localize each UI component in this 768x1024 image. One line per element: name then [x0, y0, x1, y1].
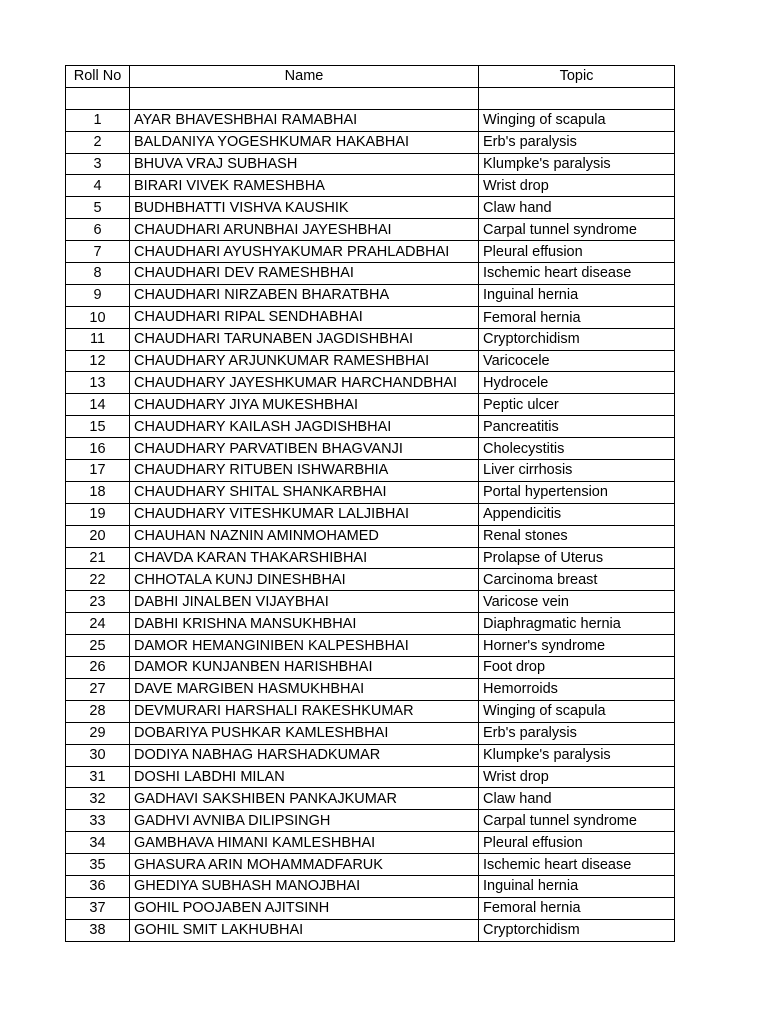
name-cell: GHEDIYA SUBHASH MANOJBHAI	[130, 875, 479, 897]
roll-no-cell: 16	[66, 438, 130, 460]
name-cell: CHAUDHARY KAILASH JAGDISHBHAI	[130, 416, 479, 438]
roll-no-cell: 24	[66, 613, 130, 635]
topic-cell: Wrist drop	[479, 175, 675, 197]
table-row	[66, 919, 675, 941]
name-cell: DAVE MARGIBEN HASMUKHBHAI	[130, 678, 479, 700]
table-row	[66, 591, 675, 613]
name-cell: CHAUDHARY RITUBEN ISHWARBHIA	[130, 460, 479, 482]
roll-topic-table	[65, 65, 675, 942]
name-cell: DAMOR KUNJANBEN HARISHBHAI	[130, 657, 479, 679]
table-row	[66, 832, 675, 854]
topic-cell: Appendicitis	[479, 503, 675, 525]
roll-no-cell: 19	[66, 503, 130, 525]
topic-cell: Liver cirrhosis	[479, 460, 675, 482]
table-row	[66, 153, 675, 175]
topic-cell: Cryptorchidism	[479, 328, 675, 350]
roll-no-cell: 20	[66, 525, 130, 547]
table-row	[66, 438, 675, 460]
table-row	[66, 744, 675, 766]
name-cell: DEVMURARI HARSHALI RAKESHKUMAR	[130, 700, 479, 722]
roll-no-cell: 37	[66, 897, 130, 919]
table-row	[66, 875, 675, 897]
roll-no-cell: 11	[66, 328, 130, 350]
header-roll-no: Roll No	[66, 66, 130, 88]
table-row	[66, 635, 675, 657]
topic-cell: Horner's syndrome	[479, 635, 675, 657]
topic-cell: Inguinal hernia	[479, 284, 675, 306]
table-row	[66, 525, 675, 547]
table-row	[66, 328, 675, 350]
name-cell: DOSHI LABDHI MILAN	[130, 766, 479, 788]
name-cell: CHAUDHARI ARUNBHAI JAYESHBHAI	[130, 219, 479, 241]
topic-cell: Varicocele	[479, 350, 675, 372]
name-cell: CHAUDHARY ARJUNKUMAR RAMESHBHAI	[130, 350, 479, 372]
table-row	[66, 766, 675, 788]
name-cell: CHHOTALA KUNJ DINESHBHAI	[130, 569, 479, 591]
name-cell: AYAR BHAVESHBHAI RAMABHAI	[130, 109, 479, 131]
name-cell: CHAUDHARI NIRZABEN BHARATBHA	[130, 284, 479, 306]
name-cell: CHAUDHARI TARUNABEN JAGDISHBHAI	[130, 328, 479, 350]
topic-cell: Claw hand	[479, 788, 675, 810]
table-row	[66, 657, 675, 679]
name-cell: GADHVI AVNIBA DILIPSINGH	[130, 810, 479, 832]
roll-no-cell: 6	[66, 219, 130, 241]
blank-cell	[66, 87, 130, 109]
header-row	[66, 66, 675, 88]
roll-no-cell: 1	[66, 109, 130, 131]
roll-no-cell: 10	[66, 306, 130, 328]
table-row	[66, 372, 675, 394]
roll-no-cell: 13	[66, 372, 130, 394]
name-cell: CHAUDHARY VITESHKUMAR LALJIBHAI	[130, 503, 479, 525]
header-topic: Topic	[479, 66, 675, 88]
name-cell: BALDANIYA YOGESHKUMAR HAKABHAI	[130, 131, 479, 153]
table-row	[66, 350, 675, 372]
roll-no-cell: 38	[66, 919, 130, 941]
roll-no-cell: 4	[66, 175, 130, 197]
roll-no-cell: 2	[66, 131, 130, 153]
table-row	[66, 241, 675, 263]
name-cell: DOBARIYA PUSHKAR KAMLESHBHAI	[130, 722, 479, 744]
topic-cell: Ischemic heart disease	[479, 854, 675, 876]
roll-no-cell: 22	[66, 569, 130, 591]
blank-row	[66, 87, 675, 109]
table-row	[66, 306, 675, 328]
roll-no-cell: 27	[66, 678, 130, 700]
topic-cell: Varicose vein	[479, 591, 675, 613]
table-row	[66, 263, 675, 285]
blank-cell	[130, 87, 479, 109]
table-row	[66, 284, 675, 306]
topic-cell: Wrist drop	[479, 766, 675, 788]
table-row	[66, 547, 675, 569]
header-name: Name	[130, 66, 479, 88]
name-cell: CHAUDHARY PARVATIBEN BHAGVANJI	[130, 438, 479, 460]
roll-no-cell: 5	[66, 197, 130, 219]
roll-no-cell: 17	[66, 460, 130, 482]
roll-no-cell: 3	[66, 153, 130, 175]
roll-no-cell: 30	[66, 744, 130, 766]
name-cell: CHAVDA KARAN THAKARSHIBHAI	[130, 547, 479, 569]
table-row	[66, 175, 675, 197]
topic-cell: Carcinoma breast	[479, 569, 675, 591]
roll-no-cell: 33	[66, 810, 130, 832]
topic-cell: Peptic ulcer	[479, 394, 675, 416]
topic-cell: Klumpke's paralysis	[479, 744, 675, 766]
name-cell: GOHIL POOJABEN AJITSINH	[130, 897, 479, 919]
topic-cell: Diaphragmatic hernia	[479, 613, 675, 635]
roll-no-cell: 35	[66, 854, 130, 876]
topic-cell: Erb's paralysis	[479, 131, 675, 153]
table-row	[66, 219, 675, 241]
table-row	[66, 810, 675, 832]
roll-no-cell: 15	[66, 416, 130, 438]
topic-cell: Prolapse of Uterus	[479, 547, 675, 569]
name-cell: CHAUDHARI DEV RAMESHBHAI	[130, 263, 479, 285]
roll-no-cell: 8	[66, 263, 130, 285]
table-row	[66, 788, 675, 810]
name-cell: GAMBHAVA HIMANI KAMLESHBHAI	[130, 832, 479, 854]
name-cell: BUDHBHATTI VISHVA KAUSHIK	[130, 197, 479, 219]
name-cell: CHAUDHARI RIPAL SENDHABHAI	[130, 306, 479, 328]
name-cell: DABHI KRISHNA MANSUKHBHAI	[130, 613, 479, 635]
table-row	[66, 678, 675, 700]
topic-cell: Femoral hernia	[479, 897, 675, 919]
roll-no-cell: 25	[66, 635, 130, 657]
roll-no-cell: 29	[66, 722, 130, 744]
roll-no-cell: 34	[66, 832, 130, 854]
topic-cell: Pleural effusion	[479, 241, 675, 263]
topic-cell: Femoral hernia	[479, 306, 675, 328]
roll-no-cell: 28	[66, 700, 130, 722]
name-cell: CHAUDHARY JIYA MUKESHBHAI	[130, 394, 479, 416]
name-cell: CHAUDHARI AYUSHYAKUMAR PRAHLADBHAI	[130, 241, 479, 263]
topic-cell: Cholecystitis	[479, 438, 675, 460]
table-row	[66, 394, 675, 416]
topic-cell: Winging of scapula	[479, 700, 675, 722]
table-row	[66, 700, 675, 722]
topic-cell: Inguinal hernia	[479, 875, 675, 897]
table-row	[66, 481, 675, 503]
roll-no-cell: 14	[66, 394, 130, 416]
roll-no-cell: 18	[66, 481, 130, 503]
topic-cell: Carpal tunnel syndrome	[479, 219, 675, 241]
roll-no-cell: 26	[66, 657, 130, 679]
table-row	[66, 416, 675, 438]
table-row	[66, 897, 675, 919]
table-row	[66, 569, 675, 591]
topic-cell: Foot drop	[479, 657, 675, 679]
name-cell: BIRARI VIVEK RAMESHBHA	[130, 175, 479, 197]
topic-cell: Renal stones	[479, 525, 675, 547]
name-cell: CHAUDHARY JAYESHKUMAR HARCHANDBHAI	[130, 372, 479, 394]
table-row	[66, 722, 675, 744]
table-row	[66, 503, 675, 525]
name-cell: GOHIL SMIT LAKHUBHAI	[130, 919, 479, 941]
topic-cell: Hemorroids	[479, 678, 675, 700]
topic-cell: Cryptorchidism	[479, 919, 675, 941]
name-cell: BHUVA VRAJ SUBHASH	[130, 153, 479, 175]
topic-cell: Portal hypertension	[479, 481, 675, 503]
topic-cell: Ischemic heart disease	[479, 263, 675, 285]
roll-no-cell: 36	[66, 875, 130, 897]
roll-no-cell: 23	[66, 591, 130, 613]
table-row	[66, 613, 675, 635]
roll-no-cell: 12	[66, 350, 130, 372]
topic-cell: Claw hand	[479, 197, 675, 219]
topic-cell: Pleural effusion	[479, 832, 675, 854]
blank-cell	[479, 87, 675, 109]
name-cell: CHAUDHARY SHITAL SHANKARBHAI	[130, 481, 479, 503]
topic-cell: Winging of scapula	[479, 109, 675, 131]
table-row	[66, 460, 675, 482]
topic-cell: Pancreatitis	[479, 416, 675, 438]
topic-cell: Hydrocele	[479, 372, 675, 394]
roll-no-cell: 21	[66, 547, 130, 569]
table-row	[66, 131, 675, 153]
name-cell: DODIYA NABHAG HARSHADKUMAR	[130, 744, 479, 766]
name-cell: DABHI JINALBEN VIJAYBHAI	[130, 591, 479, 613]
topic-cell: Carpal tunnel syndrome	[479, 810, 675, 832]
roll-no-cell: 9	[66, 284, 130, 306]
topic-cell: Klumpke's paralysis	[479, 153, 675, 175]
topic-cell: Erb's paralysis	[479, 722, 675, 744]
name-cell: CHAUHAN NAZNIN AMINMOHAMED	[130, 525, 479, 547]
roll-no-cell: 7	[66, 241, 130, 263]
name-cell: GADHAVI SAKSHIBEN PANKAJKUMAR	[130, 788, 479, 810]
roll-no-cell: 32	[66, 788, 130, 810]
table-row	[66, 197, 675, 219]
name-cell: GHASURA ARIN MOHAMMADFARUK	[130, 854, 479, 876]
table-row	[66, 109, 675, 131]
name-cell: DAMOR HEMANGINIBEN KALPESHBHAI	[130, 635, 479, 657]
roll-no-cell: 31	[66, 766, 130, 788]
table-row	[66, 854, 675, 876]
